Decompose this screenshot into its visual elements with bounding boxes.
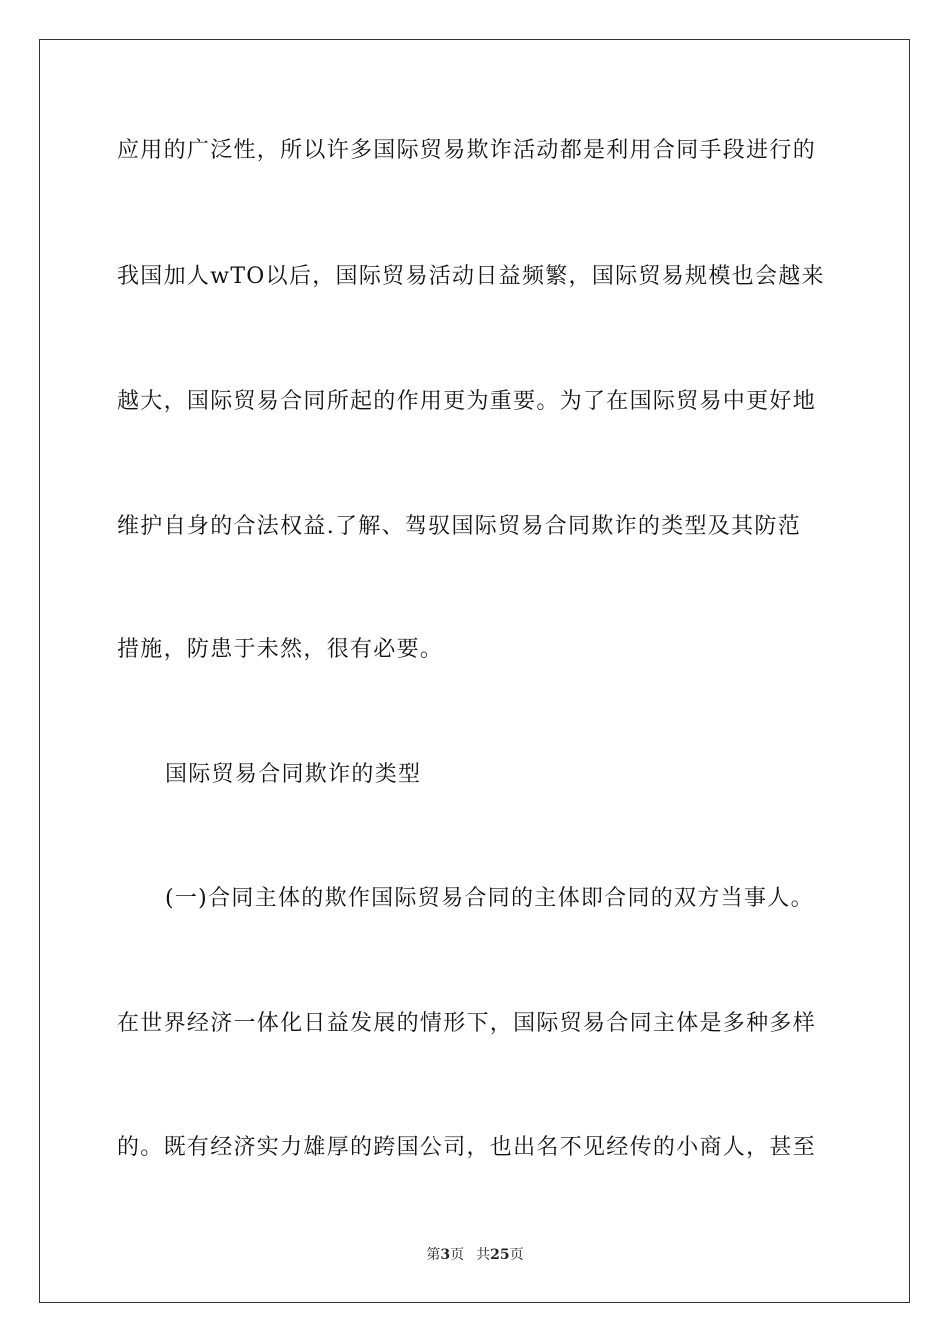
paragraph-line-7: 的。既有经济实力雄厚的跨国公司，也出名不见经传的小商人，甚至 xyxy=(117,1135,817,1160)
paragraph-line-3: 越大，国际贸易合同所起的作用更为重要。为了在国际贸易中更好地 xyxy=(117,389,817,414)
paragraph-line-5: 措施，防患于未然，很有必要。 xyxy=(117,637,444,662)
footer-total-suffix: 页 xyxy=(509,1247,524,1263)
paragraph-line-6: 在世界经济一体化日益发展的情形下，国际贸易合同主体是多种多样 xyxy=(117,1011,817,1036)
paragraph-line-4: 维护自身的合法权益.了解、驾驭国际贸易合同欺诈的类型及其防范 xyxy=(117,514,801,539)
subsection-line-1: (一)合同主体的欺作国际贸易合同的主体即合同的双方当事人。 xyxy=(165,886,814,911)
footer-page-prefix: 第 xyxy=(426,1247,441,1263)
section-heading: 国际贸易合同欺诈的类型 xyxy=(165,762,422,787)
page-footer xyxy=(0,1246,950,1264)
page-border xyxy=(39,39,910,1303)
paragraph-line-2: 我国加人wTO以后，国际贸易活动日益频繁，国际贸易规模也会越来 xyxy=(117,264,825,289)
footer-page-current: 3 xyxy=(440,1247,451,1263)
paragraph-line-1: 应用的广泛性，所以许多国际贸易欺诈活动都是利用合同手段进行的 xyxy=(117,138,817,163)
footer-page-suffix: 页 xyxy=(450,1247,465,1263)
footer-total-prefix: 共 xyxy=(476,1247,491,1263)
footer-page-total: 25 xyxy=(490,1247,510,1263)
